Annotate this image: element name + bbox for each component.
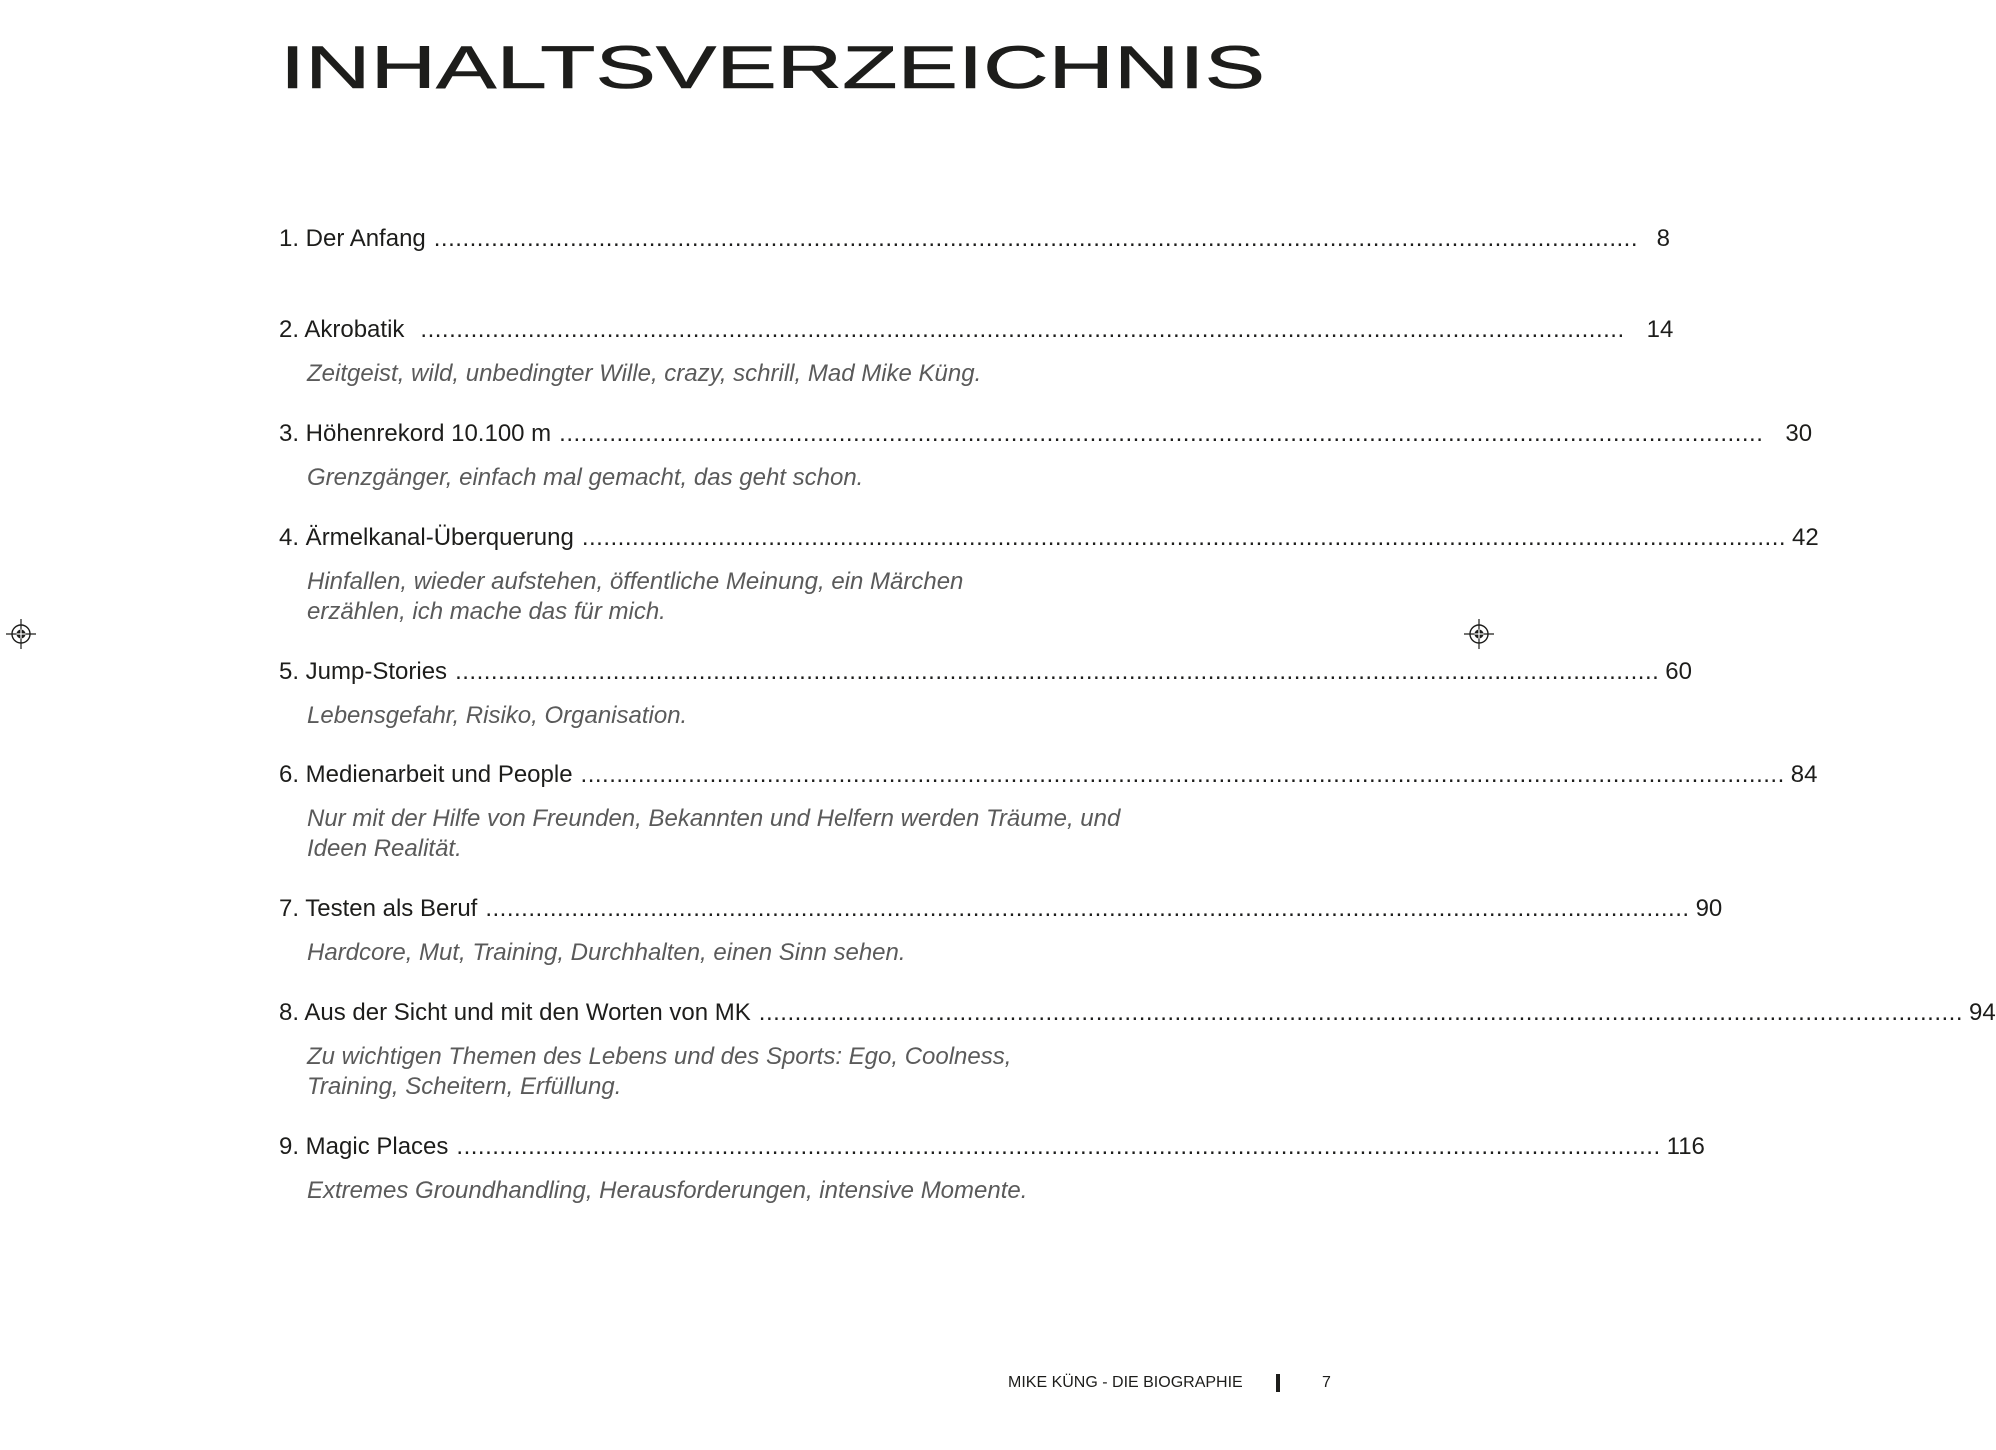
toc-dot-leader: ........................................................................................................................................................................	[559, 420, 1764, 447]
toc-dot-leader: ........................................................................................................................................................................	[581, 524, 1787, 551]
toc-entry-title: 3. Höhenrekord 10.100 m	[279, 420, 552, 447]
footer-book-title: MIKE KÜNG - DIE BIOGRAPHIE	[1008, 1374, 1243, 1391]
footer-separator	[1276, 1374, 1280, 1392]
toc-dot-leader: ........................................................................................................................................................................	[455, 658, 1660, 685]
toc-entry-page: 116	[1666, 1133, 1705, 1160]
toc-entry-title: 6. Medienarbeit und People	[279, 761, 573, 788]
toc-entry-title: 9. Magic Places	[279, 1133, 449, 1160]
toc-entry-description: Zeitgeist, wild, unbedingter Wille, crazy, schrill, Mad Mike Küng.	[307, 360, 982, 387]
toc-entry-title: 7. Testen als Beruf	[279, 895, 478, 922]
toc-dot-leader: ........................................................................................................................................................................	[485, 895, 1690, 922]
toc-entry-page: 60	[1665, 658, 1692, 685]
toc-entry[interactable]	[279, 761, 1818, 864]
toc-entry[interactable]	[279, 225, 1670, 253]
toc-entry-description: Extremes Groundhandling, Herausforderungen, intensive Momente.	[307, 1177, 1028, 1204]
crosshair-registration-icon	[6, 619, 36, 649]
toc-entry[interactable]	[279, 420, 1813, 493]
toc-dot-leader: ........................................................................................................................................................................	[456, 1133, 1661, 1160]
crosshair-registration-icon	[1464, 619, 1494, 649]
toc-entry[interactable]	[279, 895, 1723, 968]
toc-entry-description: Zu wichtigen Themen des Lebens und des Sports: Ego, Coolness, Training, Scheitern, Erfüllung.	[307, 1043, 1012, 1100]
toc-entry[interactable]	[279, 999, 1996, 1102]
toc-entry-title: 4. Ärmelkanal-Überquerung	[279, 524, 574, 551]
toc-dot-leader: ........................................................................................................................................................................	[420, 316, 1625, 343]
toc-dot-leader: ........................................................................................................................................................................	[580, 761, 1785, 788]
toc-entry[interactable]	[279, 316, 1674, 389]
toc-dot-leader: ........................................................................................................................................................................	[433, 225, 1638, 252]
toc-entry[interactable]	[279, 658, 1692, 731]
toc-entry-page: 14	[1646, 316, 1674, 343]
footer-page-number: 7	[1322, 1374, 1331, 1391]
toc-entry-description: Lebensgefahr, Risiko, Organisation.	[307, 702, 688, 729]
toc-entry-title: 1. Der Anfang	[279, 225, 426, 252]
toc-entry-page: 94	[1969, 999, 1996, 1026]
toc-entry[interactable]	[279, 1133, 1705, 1206]
toc-entry-page: 42	[1792, 524, 1819, 551]
toc-entry-title: 2. Akrobatik	[279, 316, 405, 343]
toc-dot-leader: ........................................................................................................................................................................	[758, 999, 1964, 1026]
toc-entry-page: 30	[1785, 420, 1813, 447]
page-title	[280, 34, 1265, 101]
toc-entry-title: 8. Aus der Sicht und mit den Worten von MK	[279, 999, 751, 1026]
toc-entry-description: Hinfallen, wieder aufstehen, öffentliche Meinung, ein Märchen erzählen, ich mache das für mich.	[307, 568, 964, 625]
toc-entry[interactable]	[279, 524, 1819, 627]
toc-entry-description: Nur mit der Hilfe von Freunden, Bekannten und Helfern werden Träume, und Ideen Realität.	[307, 805, 1121, 862]
toc-entry-page: 90	[1695, 895, 1723, 922]
toc-entry-title: 5. Jump-Stories	[279, 658, 448, 685]
toc-entry-page: 84	[1790, 761, 1818, 788]
toc-entry-description: Grenzgänger, einfach mal gemacht, das geht schon.	[307, 464, 864, 491]
toc-entry-page: 8	[1656, 225, 1670, 252]
page-title-text: INHALTSVERZEICHNIS	[280, 34, 1265, 101]
toc-entry-description: Hardcore, Mut, Training, Durchhalten, einen Sinn sehen.	[307, 939, 906, 966]
